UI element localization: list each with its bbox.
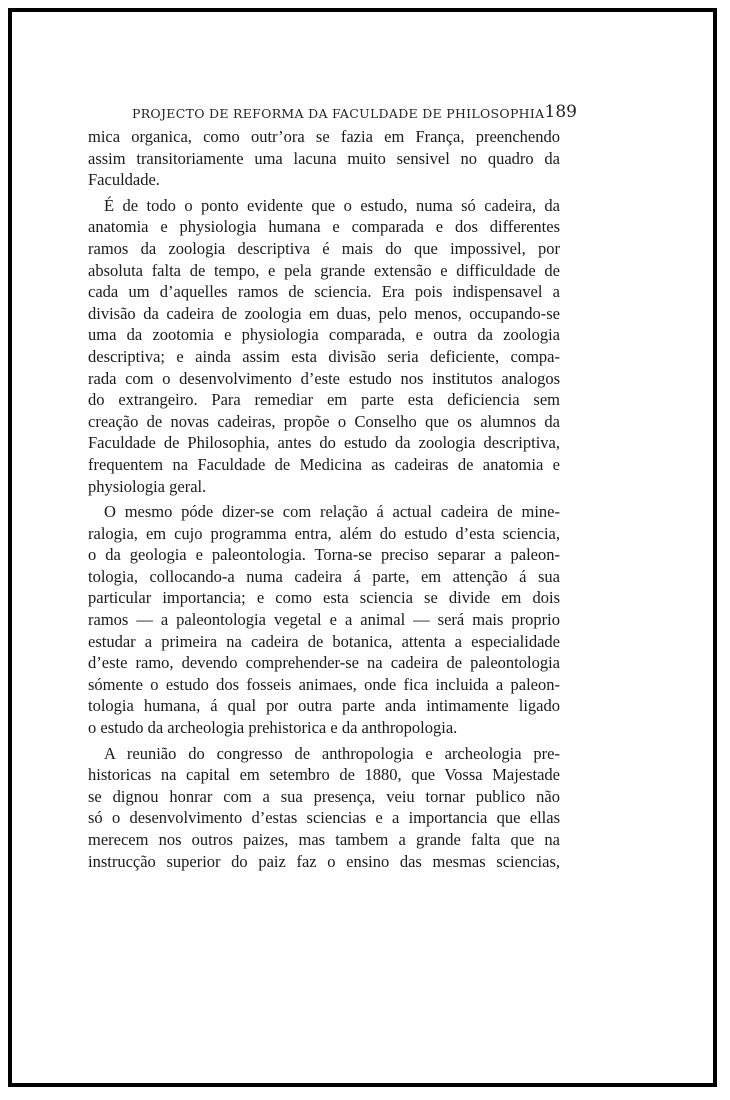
paragraph [88, 501, 560, 739]
text-line: ramos — a paleontologia vegetal e a animal — será mais proprio [88, 610, 560, 630]
paragraph [88, 195, 560, 497]
text-line: assim transitoriamente uma lacuna muito sensivel no quadro da [88, 148, 560, 168]
running-head [132, 102, 577, 126]
text-line: A reunião do congresso de anthropologia e archeologia pre- [104, 743, 560, 763]
paragraph [88, 126, 560, 191]
text-line: o da geologia e paleontologia. Torna-se preciso separar a paleon- [88, 545, 560, 565]
text-line: tologia humana, á qual por outra parte anda intimamente ligado [88, 696, 560, 716]
text-line: sómente o estudo dos fosseis animaes, onde fica incluida a paleon- [88, 674, 560, 694]
text-line: instrucção superior do paiz faz o ensino das mesmas sciencias, [88, 851, 560, 871]
text-line: o estudo da archeologia prehistorica e da anthropologia. [88, 718, 458, 738]
text-line: divisão da cadeira de zoologia em duas, pelo menos, occupando-se [88, 303, 560, 323]
text-line: do extrangeiro. Para remediar em parte esta deficiencia sem [88, 390, 560, 410]
text-line: Faculdade. [88, 170, 160, 190]
text-line: ramos da zoologia descriptiva é mais do que impossivel, por [88, 238, 560, 258]
text-line: absoluta falta de tempo, e pela grande extensão e difficuldade de [88, 260, 560, 280]
text-line: particular importancia; e como esta sciencia se divide em dois [88, 588, 560, 608]
text-line: merecem nos outros paizes, mas tambem a grande falta que na [88, 830, 560, 849]
text-line: Faculdade de Philosophia, antes do estudo da zoologia descriptiva, [88, 433, 560, 453]
text-line: d’este ramo, devendo comprehender-se na cadeira de paleontologia [88, 653, 560, 673]
text-line: ralogia, em cujo programma entra, além do estudo d’esta sciencia, [88, 523, 560, 543]
body-text [88, 126, 560, 872]
text-line: rada com o desenvolvimento d’este estudo nos institutos analogos [88, 368, 560, 388]
text-line: historicas na capital em setembro de 1880, que Vossa Majestade [88, 765, 560, 785]
text-line: tologia, collocando-a numa cadeira á parte, em attenção á sua [88, 566, 560, 586]
text-line: se dignou honrar com a sua presença, veiu tornar publico não [88, 786, 560, 806]
page-number: 189 [544, 102, 577, 122]
text-line: anatomia e physiologia humana e comparada e dos differentes [88, 217, 560, 237]
text-line: O mesmo póde dizer-se com relação á actual cadeira de mine- [104, 502, 560, 522]
text-line: estudar a primeira na cadeira de botanica, attenta a especialidade [88, 631, 560, 651]
text-line: só o desenvolvimento d’estas sciencias e a importancia que ellas [88, 808, 560, 828]
text-line: cada um d’aquelles ramos de sciencia. Era pois indispensavel a [88, 282, 560, 302]
paragraph [88, 743, 560, 873]
text-line: descriptiva; e ainda assim esta divisão seria deficiente, compa- [88, 346, 560, 366]
text-line: É de todo o ponto evidente que o estudo, numa só cadeira, da [104, 195, 560, 215]
text-line: uma da zootomia e physiologia comparada, e outra da zoologia [88, 325, 560, 345]
text-line: mica organica, como outr’ora se fazia em França, preenchendo [88, 127, 560, 146]
running-title: PROJECTO DE REFORMA DA FACULDADE DE PHILOSOPHIA [132, 106, 545, 121]
text-line: creação de novas cadeiras, propõe o Conselho que os alumnos da [88, 411, 560, 431]
text-line: physiologia geral. [88, 476, 207, 496]
text-line: frequentem na Faculdade de Medicina as cadeiras de anatomia e [88, 454, 560, 474]
